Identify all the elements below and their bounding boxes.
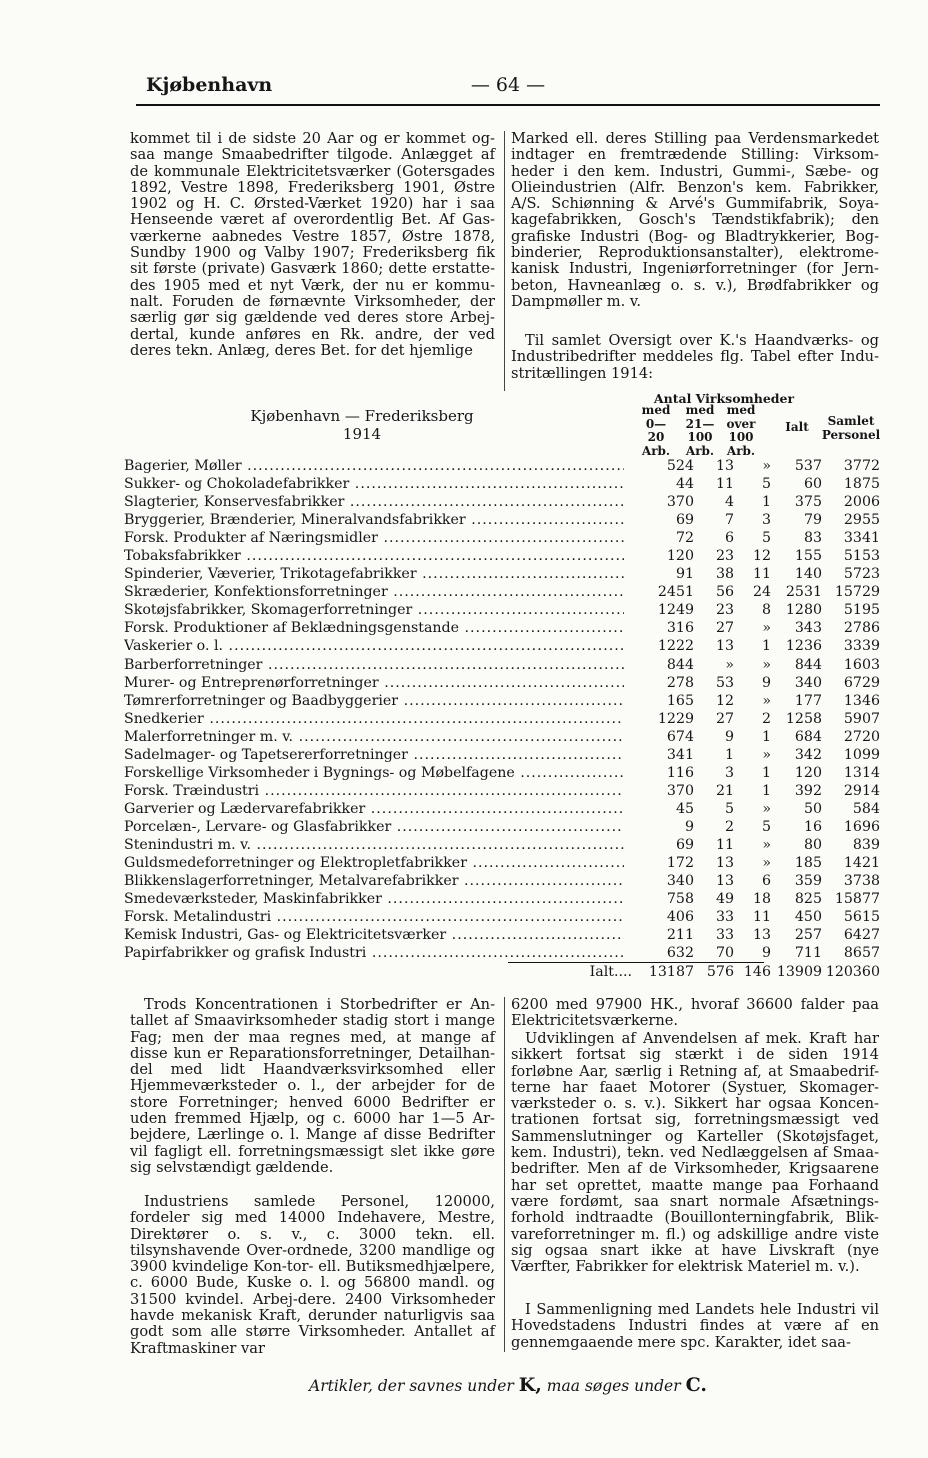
cell-b: 33 (715, 927, 734, 944)
totals-row (124, 963, 884, 981)
table-row (124, 836, 884, 854)
cell-b: 12 (715, 692, 734, 709)
col-header-ialt (772, 421, 822, 435)
cell-b: 11 (715, 836, 734, 853)
cell-c: » (762, 620, 771, 637)
row-label: Guldsmedeforretninger og Elektropletfabrikker ..... (124, 854, 624, 872)
cell-a: 2451 (657, 584, 694, 601)
cell-b: 1 (724, 746, 734, 763)
row-label: Stenindustri m. v. ..... (124, 836, 624, 854)
table-row (124, 601, 884, 619)
table-row (124, 529, 884, 547)
cell-a: 406 (666, 909, 694, 926)
cell-personel: 15729 (834, 584, 880, 601)
col-header-line: med (685, 403, 715, 417)
cell-c: 8 (761, 602, 771, 619)
cell-personel: 3341 (843, 530, 880, 547)
cell-b: 33 (715, 909, 734, 926)
cell-c: 5 (761, 530, 771, 547)
table-title (234, 407, 490, 443)
cell-total: 16 (803, 818, 822, 835)
cell-total: 1236 (785, 638, 822, 655)
cell-c: » (762, 855, 771, 872)
cell-c: 1 (761, 638, 771, 655)
totals-c: 146 (743, 964, 771, 980)
cell-a: 524 (666, 458, 694, 474)
footer-c: C. (685, 1374, 707, 1396)
table-row (124, 908, 884, 926)
cell-total: 825 (794, 891, 822, 908)
table-row (124, 547, 884, 565)
cell-a: 370 (666, 494, 694, 511)
cell-personel: 2006 (843, 494, 880, 511)
cell-total: 711 (794, 945, 822, 962)
col-header-line: med (641, 403, 671, 417)
intro-left-text: kommet til i de sidste 20 Aar og er kommet og-saa mange Smaabedrifter tilgode. Anlægget af de kommunale Elektricitetsværker (Gotersgades 1892, Vestre 1898, Frederiksberg 1901, Østre 1902 og H. C. Ørsted-Værket 1920) har i saa Henseende været af overordentlig Bet. Af Gas-værkerne aabnedes Vestre 1857, Østre 1878, Sundby 1900 og Valby 1907; Frederiksberg fik sit første (private) Gasværk 1860; dette erstatte-des 1905 med et nyt Værk, der nu er kommu-nalt. Foruden de førnævnte Virksomheder, der særlig gør sig gældende ved deres store Arbej-dertal, kunde anføres en Rk. andre, der ved deres tekn. Anlæg, deres Bet. for det hjemlige (130, 130, 495, 359)
cell-total: 844 (794, 656, 822, 673)
cell-personel: 584 (852, 800, 880, 817)
row-label: Tobaksfabrikker ..... (124, 547, 624, 565)
cell-a: 45 (675, 800, 694, 817)
cell-b: 23 (715, 548, 734, 565)
table-row (124, 475, 884, 493)
cell-total: 177 (794, 692, 822, 709)
table-row (124, 872, 884, 890)
table-row (124, 565, 884, 583)
cell-a: 1249 (657, 602, 694, 619)
col-header-line: 100 (687, 430, 713, 444)
running-title: Kjøbenhavn (146, 74, 273, 96)
row-label: Forsk. Produkter af Næringsmidler ..... (124, 529, 624, 547)
row-label: Forsk. Træindustri ..... (124, 782, 624, 800)
cell-total: 1280 (785, 602, 822, 619)
row-label: Bagerier, Møller ..... (124, 457, 624, 475)
table-row (124, 782, 884, 800)
cell-b: 11 (715, 476, 734, 493)
cell-personel: 15877 (834, 891, 880, 908)
col-header-line: Personel (821, 427, 881, 442)
cell-b: 38 (715, 566, 734, 583)
cell-c: » (762, 458, 771, 474)
cell-c: » (762, 746, 771, 763)
page-header (136, 74, 880, 104)
body-right-text-1: 6200 med 97900 HK., hvoraf 36600 falder paa Elektricitetsværkerne. (511, 996, 879, 1030)
cell-personel: 5153 (843, 548, 880, 565)
cell-personel: 5195 (843, 602, 880, 619)
cell-a: 674 (666, 728, 694, 745)
cell-c: 1 (761, 728, 771, 745)
cell-a: 165 (666, 692, 694, 709)
totals-a: 13187 (648, 964, 694, 980)
col-header-line: 21— (685, 416, 715, 431)
row-label: Sadelmager- og Tapetsererforretninger ..... (124, 746, 624, 764)
cell-total: 185 (794, 855, 822, 872)
table-row (124, 710, 884, 728)
cell-a: 370 (666, 782, 694, 799)
cell-personel: 6427 (843, 927, 880, 944)
cell-total: 342 (794, 746, 822, 763)
totals-label: Ialt.... (589, 964, 632, 980)
totals-personel: 120360 (825, 964, 880, 980)
col-header-line: Arb. (726, 443, 756, 458)
table-body (124, 457, 884, 962)
row-label: Blikkenslagerforretninger, Metalvarefabrikker ..... (124, 872, 624, 890)
row-label: Skotøjsfabrikker, Skomagerforretninger ..... (124, 601, 624, 619)
cell-c: » (762, 836, 771, 853)
cell-total: 140 (794, 566, 822, 583)
row-label: Tømrerforretninger og Baadbyggerier ..... (124, 692, 624, 710)
cell-total: 450 (794, 909, 822, 926)
cell-personel: 3772 (843, 458, 880, 474)
table-row (124, 746, 884, 764)
cell-b: 2 (724, 818, 734, 835)
row-label: Kemisk Industri, Gas- og Elektricitetsværker ..... (124, 926, 624, 944)
totals-ialt: 13909 (776, 964, 822, 980)
page-number: — 64 — (470, 74, 546, 96)
row-label: Papirfabrikker og grafisk Industri ..... (124, 944, 624, 962)
cell-personel: 6729 (843, 674, 880, 691)
footer-mid: maa søges under (546, 1377, 681, 1395)
cell-c: 1 (761, 764, 771, 781)
cell-personel: 2720 (843, 728, 880, 745)
cell-b: 9 (724, 728, 734, 745)
cell-b: 27 (715, 620, 734, 637)
cell-a: 211 (666, 927, 694, 944)
row-label: Barberforretninger ..... (124, 656, 624, 674)
cell-total: 392 (794, 782, 822, 799)
row-label: Murer- og Entreprenørforretninger ..... (124, 674, 624, 692)
footer-note (136, 1374, 880, 1396)
table-row (124, 674, 884, 692)
cell-c: 1 (761, 782, 771, 799)
cell-c: » (762, 800, 771, 817)
cell-a: 44 (675, 476, 694, 493)
cell-b: 6 (724, 530, 734, 547)
cell-b: 7 (724, 512, 734, 529)
cell-c: 13 (752, 927, 771, 944)
cell-b: 13 (715, 873, 734, 890)
col-header-21-100 (680, 404, 720, 458)
body-left-text-2: Industriens samlede Personel, 120000, fordeler sig med 14000 Indehavere, Mestre, Direktører o. s. v., c. 3000 tekn. ell. tilsynshavende Over-ordnede, 3200 mandlige og 3900 kvindelige Kon-tor- ell. Butiksmedhjælpere, c. 6000 Bude, Kuske o. l. og 56800 mandl. og 31500 kvindel. Arbej-dere. 2400 Virksomheder havde mekanisk Kraft, derunder naturligvis saa godt som alle større Virksomheder. Antallet af Kraftmaskiner var (130, 1193, 495, 1357)
table-row (124, 457, 884, 475)
cell-c: 11 (752, 909, 771, 926)
cell-c: 24 (752, 584, 771, 601)
row-label: Forsk. Metalindustri ..... (124, 908, 624, 926)
intro-right-text: Marked ell. deres Stilling paa Verdensmarkedet indtager en fremtrædende Stilling: Virksom-heder i den kem. Industri, Gummi-, Sæbe- og Olieindustrien (Alfr. Benzon's kem. Fabrikker, A/S. Schiønning & Arvé's Gummifabrik, Soya-kagefabrikken, Gosch's Tændstikfabrik); den grafiske Industri (Bog- og Bladtrykkerier, Bog-binderier, Reproduktionsanstalter), elektrome-kanisk Industri, Ingeniørforretninger (for Jern-beton, Havneanlæg o. s. v.), Brødfabrikker og Dampmøller m. v. (511, 130, 879, 310)
header-rule (136, 104, 880, 106)
cell-personel: 2955 (843, 512, 880, 529)
cell-total: 684 (794, 728, 822, 745)
cell-b: » (725, 656, 734, 673)
cell-personel: 5907 (843, 710, 880, 727)
cell-total: 537 (794, 458, 822, 474)
cell-c: 9 (761, 674, 771, 691)
cell-c: 1 (761, 494, 771, 511)
cell-b: 27 (715, 710, 734, 727)
row-label: Porcelæn-, Lervare- og Glasfabrikker ..... (124, 818, 624, 836)
cell-total: 120 (794, 764, 822, 781)
table-row (124, 511, 884, 529)
cell-total: 257 (794, 927, 822, 944)
row-label: Bryggerier, Brænderier, Mineralvandsfabrikker ..... (124, 511, 624, 529)
cell-total: 343 (794, 620, 822, 637)
table-title-line-1: Kjøbenhavn — Frederiksberg (250, 407, 474, 425)
table-row (124, 692, 884, 710)
cell-b: 5 (724, 800, 734, 817)
cell-a: 172 (666, 855, 694, 872)
table-row (124, 619, 884, 637)
cell-a: 9 (684, 818, 694, 835)
cell-personel: 5723 (843, 566, 880, 583)
cell-b: 70 (715, 945, 734, 962)
cell-personel: 1346 (843, 692, 880, 709)
table-row (124, 818, 884, 836)
cell-personel: 5615 (843, 909, 880, 926)
cell-a: 69 (675, 836, 694, 853)
cell-a: 278 (666, 674, 694, 691)
cell-total: 83 (803, 530, 822, 547)
cell-personel: 839 (852, 836, 880, 853)
cell-c: 12 (752, 548, 771, 565)
row-label: Vaskerier o. l. ..... (124, 637, 624, 655)
column-rule-top (504, 131, 505, 391)
cell-a: 91 (675, 566, 694, 583)
cell-personel: 1099 (843, 746, 880, 763)
cell-personel: 1421 (843, 855, 880, 872)
col-header-line: 0— (645, 416, 667, 431)
cell-b: 4 (724, 494, 734, 511)
col-header-0-20 (632, 404, 680, 458)
col-header-over-100 (720, 404, 762, 458)
col-header-line: med (726, 403, 756, 417)
row-label: Smedeværksteder, Maskinfabrikker ..... (124, 890, 624, 908)
cell-c: 6 (761, 873, 771, 890)
intro-right-text-2: Til samlet Oversigt over K.'s Haandværks- og Industribedrifter meddeles flg. Tabel efter Indu-stritællingen 1914: (511, 332, 879, 382)
table-title-line-2: 1914 (342, 425, 382, 443)
cell-a: 116 (666, 764, 694, 781)
col-header-line: Arb. (641, 443, 671, 458)
cell-total: 1258 (785, 710, 822, 727)
row-label: Forsk. Produktioner af Beklædningsgenstande ..... (124, 619, 624, 637)
cell-personel: 2786 (843, 620, 880, 637)
cell-a: 758 (666, 891, 694, 908)
table-row (124, 944, 884, 962)
table-row (124, 493, 884, 511)
table-row (124, 637, 884, 655)
cell-a: 340 (666, 873, 694, 890)
cell-b: 49 (715, 891, 734, 908)
row-label: Slagterier, Konservesfabrikker ..... (124, 493, 624, 511)
cell-total: 375 (794, 494, 822, 511)
group-header: Antal Virksomheder (653, 391, 795, 406)
body-left-text-1: Trods Koncentrationen i Storbedrifter er An-tallet af Smaavirksomheder stadig stort i mange Fag; men der maa regnes med, at mange af disse kun er Reparationsforretninger, Detailhan-del med lidt Haandværksvirksomhed eller Hjemmeværksteder o. l., der arbejder for de store Forretninger; henved 6000 Bedrifter er uden fremmed Hjælp, og c. 6000 har 1—5 Ar-bejdere, Lærlinge o. l. Mange af disse Bedrifter vil fagligt ell. forretningsmæssigt slet ikke gøre sig selvstændigt gældende. (130, 996, 495, 1176)
cell-a: 844 (666, 656, 694, 673)
cell-a: 1222 (657, 638, 694, 655)
table-row (124, 764, 884, 782)
cell-personel: 3339 (843, 638, 880, 655)
cell-total: 359 (794, 873, 822, 890)
cell-b: 53 (715, 674, 734, 691)
cell-total: 80 (803, 836, 822, 853)
cell-total: 60 (803, 476, 822, 493)
table-row (124, 854, 884, 872)
cell-b: 3 (724, 764, 734, 781)
cell-total: 2531 (785, 584, 822, 601)
cell-c: 5 (761, 818, 771, 835)
row-label: Snedkerier ..... (124, 710, 624, 728)
cell-b: 13 (715, 458, 734, 474)
cell-c: 9 (761, 945, 771, 962)
row-label: Malerforretninger m. v. ..... (124, 728, 624, 746)
cell-a: 69 (675, 512, 694, 529)
cell-total: 155 (794, 548, 822, 565)
row-label: Garverier og Lædervarefabrikker ..... (124, 800, 624, 818)
cell-personel: 1314 (843, 764, 880, 781)
footer-k: K, (518, 1374, 542, 1396)
totals-b: 576 (706, 964, 734, 980)
cell-a: 316 (666, 620, 694, 637)
table-row (124, 926, 884, 944)
cell-personel: 2914 (843, 782, 880, 799)
cell-a: 1229 (657, 710, 694, 727)
cell-c: 11 (752, 566, 771, 583)
cell-b: 56 (715, 584, 734, 601)
cell-total: 50 (803, 800, 822, 817)
column-rule-bottom (504, 997, 505, 1352)
cell-personel: 1696 (843, 818, 880, 835)
body-right-text-2: Udviklingen af Anvendelsen af mek. Kraft har sikkert fortsat sig stærkt i de siden 1914 forløbne Aar, særlig i Retning af, at Smaabedrif-terne har faaet Motorer (Systuer, Skomager-værksteder o. s. v.). Sikkert har ogsaa Koncen-trationen fortsat sig, forretningsmæssigt ved Sammenslutninger og Karteller (Skotøjsfaget, kem. Industri), tekn. ved Nedlæggelsen af Smaa-bedrifter. Men af de Virksomheder, Krigsaarene har set oprettet, maatte mange paa Forhaand være fordømt, saa snart normale Afsætnings-forhold indtraadte (Bouillonterningfabrik, Blik-vareforretninger m. fl.) og adskillige andre viste sig ogsaa snart ikke at have Livskraft (nye Værfter, Fabrikker for elektrisk Materiel m. v.). (511, 1030, 879, 1276)
cell-a: 632 (666, 945, 694, 962)
cell-b: 13 (715, 855, 734, 872)
col-header-line: Arb. (685, 443, 715, 458)
cell-a: 120 (666, 548, 694, 565)
cell-b: 13 (715, 638, 734, 655)
cell-c: 5 (761, 476, 771, 493)
col-header-line: 20 (647, 430, 665, 444)
row-label: Skræderier, Konfektionsforretninger ..... (124, 583, 624, 601)
cell-c: 2 (761, 710, 771, 727)
footer-pre: Artikler, der savnes under (309, 1377, 514, 1395)
cell-personel: 3738 (843, 873, 880, 890)
cell-c: 3 (761, 512, 771, 529)
cell-c: 18 (752, 891, 771, 908)
table-row (124, 728, 884, 746)
col-header-line: Samlet (827, 414, 875, 428)
cell-personel: 1603 (843, 656, 880, 673)
col-header-line: Ialt (785, 420, 809, 434)
table-row (124, 890, 884, 908)
cell-total: 79 (803, 512, 822, 529)
cell-c: » (762, 692, 771, 709)
body-right-text-3: I Sammenligning med Landets hele Industri vil Hovedstadens Industri findes at være af en gennemgaaende mere spc. Karakter, idet saa- (511, 1301, 879, 1351)
cell-personel: 8657 (843, 945, 880, 962)
col-header-line: 100 (728, 430, 754, 444)
cell-a: 72 (675, 530, 694, 547)
table-row (124, 656, 884, 674)
cell-b: 23 (715, 602, 734, 619)
row-label: Forskellige Virksomheder i Bygnings- og Møbelfagene ..... (124, 764, 624, 782)
cell-b: 21 (715, 782, 734, 799)
table-row (124, 800, 884, 818)
cell-personel: 1875 (843, 476, 880, 493)
cell-total: 340 (794, 674, 822, 691)
col-header-line: over (726, 416, 756, 431)
cell-a: 341 (666, 746, 694, 763)
table-row (124, 583, 884, 601)
col-header-personel (820, 415, 882, 442)
row-label: Spinderier, Væverier, Trikotagefabrikker ..... (124, 565, 624, 583)
row-label: Sukker- og Chokoladefabrikker ..... (124, 475, 624, 493)
cell-c: » (762, 656, 771, 673)
